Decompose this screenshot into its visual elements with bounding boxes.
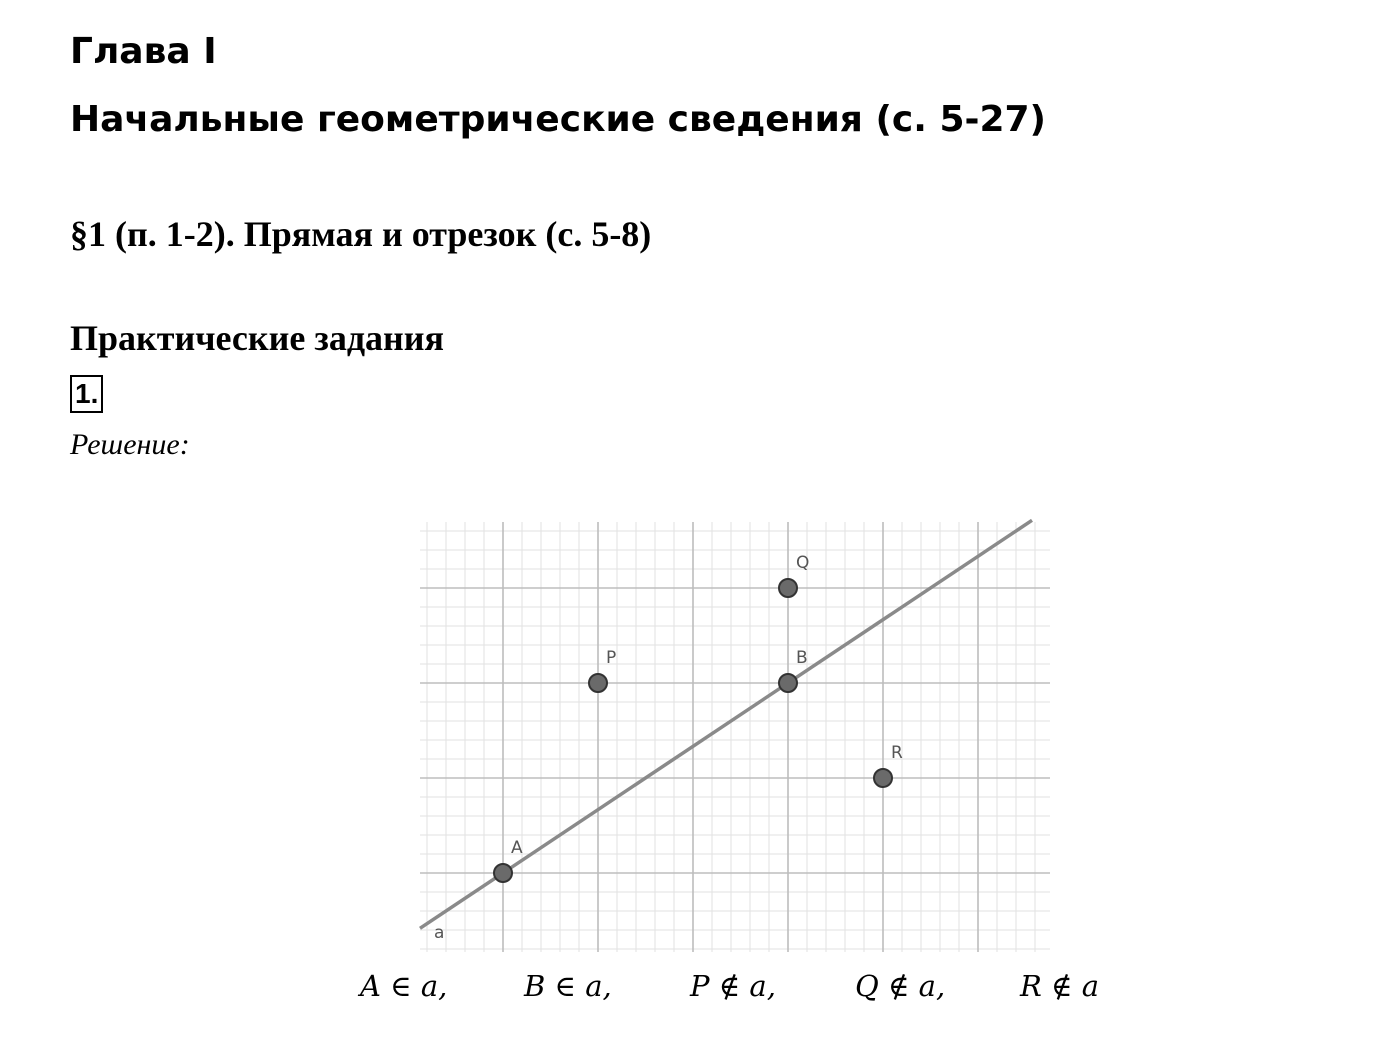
point-q-marker (779, 579, 797, 597)
point-r-marker (874, 769, 892, 787)
relation-a: A ∈ a, (360, 969, 448, 1003)
relation-b: B ∈ a, (524, 969, 612, 1003)
point-b-label: B (796, 648, 808, 668)
point-a-label: A (511, 838, 523, 858)
subsection-heading: Практические задания (70, 318, 444, 358)
grid (420, 522, 1050, 952)
line-a-label: a (434, 923, 445, 943)
solution-label: Решение: (70, 428, 190, 461)
point-p-label: P (606, 648, 617, 668)
chapter-heading: Глава I (70, 31, 217, 72)
point-q-label: Q (796, 553, 810, 573)
relation-p: P ∉ a, (690, 969, 776, 1003)
points-group (494, 553, 903, 882)
point-b-marker (779, 674, 797, 692)
relation-q: Q ∉ a, (855, 969, 946, 1003)
section-heading: §1 (п. 1-2). Прямая и отрезок (с. 5-8) (70, 214, 652, 254)
chapter-title: Начальные геометрические сведения (с. 5-27) (70, 99, 1046, 140)
point-r-label: R (891, 743, 903, 763)
point-p-marker (589, 674, 607, 692)
task-number-box: 1. (70, 375, 103, 413)
relation-r: R ∉ a (1020, 969, 1100, 1003)
point-a-marker (494, 864, 512, 882)
